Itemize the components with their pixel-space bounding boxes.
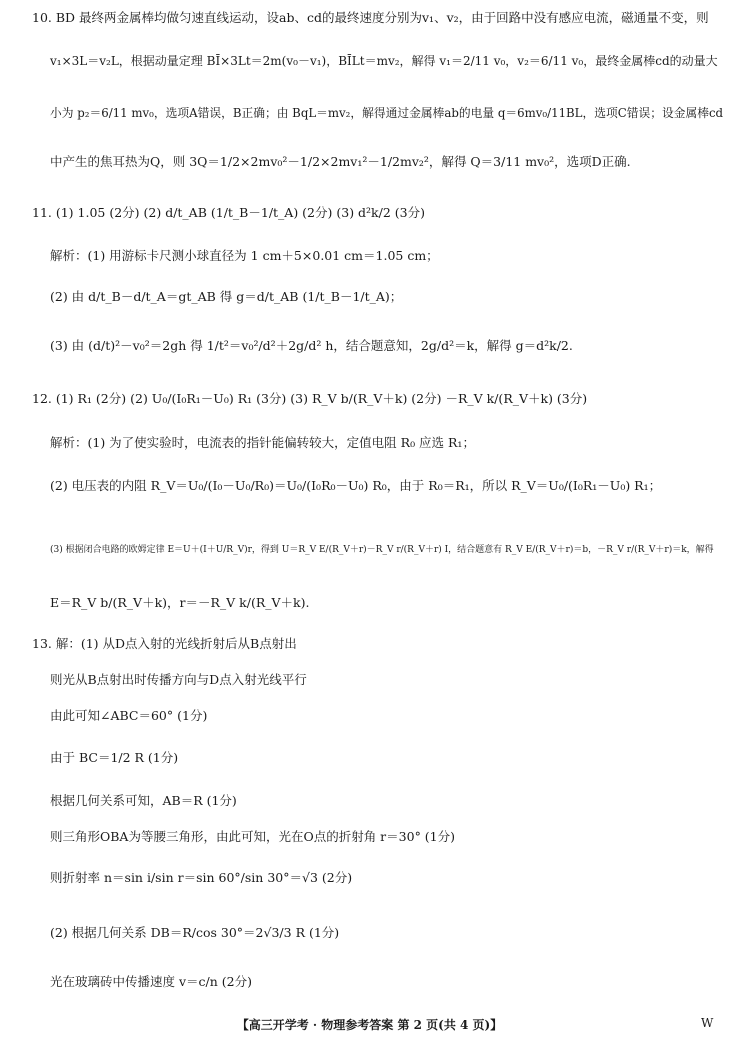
q10-line-3: 小为 p₂＝6/11 mv₀，选项A错误，B正确；由 BqL＝mv₂，解得通过金属棒ab的电量 q＝6mv₀/11BL，选项C错误；设金属棒cd	[50, 106, 724, 120]
q13-line-6: 则三角形OBA为等腰三角形，由此可知，光在O点的折射角 r＝30° (1分)	[50, 829, 455, 844]
page-footer: 【高三开学考 · 物理参考答案 第 2 页(共 4 页)】	[236, 1018, 503, 1032]
q10-line-1: 10. BD 最终两金属棒均做匀速直线运动，设ab、cd的最终速度分别为v₁、v₂，由于回路中没有感应电流，磁通量不变，则	[32, 10, 709, 25]
q13-line-9: 光在玻璃砖中传播速度 v＝c/n (2分)	[50, 974, 252, 989]
q11-line-4: (3) 由 (d/t)²－v₀²＝2gh 得 1/t²＝v₀²/d²＋2g/d² h，结合题意知，2g/d²＝k，解得 g＝d²k/2.	[50, 338, 573, 353]
q12-line-3: (2) 电压表的内阻 R_V＝U₀/(I₀－U₀/R₀)＝U₀/(I₀R₀－U₀) R₀，由于 R₀＝R₁，所以 R_V＝U₀/(I₀R₁－U₀) R₁；	[50, 478, 662, 493]
q13-line-5: 根据几何关系可知，AB＝R (1分)	[50, 793, 237, 808]
q12-line-2: 解析：(1) 为了使实验时，电流表的指针能偏转较大，定值电阻 R₀ 应选 R₁；	[50, 435, 475, 450]
q10-line-4: 中产生的焦耳热为Q，则 3Q＝1/2×2mv₀²－1/2×2mv₁²－1/2mv₂²，解得 Q＝3/11 mv₀²，选项D正确.	[50, 154, 631, 169]
q13-line-1: 13. 解：(1) 从D点入射的光线折射后从B点射出	[32, 636, 297, 651]
q11-line-3: (2) 由 d/t_B－d/t_A＝gt_AB 得 g＝d/t_AB (1/t_B－1/t_A)；	[50, 289, 403, 304]
q12-line-5: E＝R_V b/(R_V＋k)，r＝－R_V k/(R_V＋k).	[50, 595, 310, 610]
q12-line-1: 12. (1) R₁ (2分) (2) U₀/(I₀R₁－U₀) R₁ (3分) (3) R_V b/(R_V＋k) (2分) －R_V k/(R_V＋k) (3分)	[32, 391, 588, 406]
q12-line-4: (3) 根据闭合电路的欧姆定律 E＝U＋(I＋U/R_V)r，得到 U＝R_V E/(R_V＋r)－R_V r/(R_V＋r) I，结合题意有 R_V E/(R_V＋r)＝b，－R_V r/(R_V＋r)＝k，解得	[50, 545, 714, 555]
corner-mark: W	[701, 1016, 714, 1030]
q13-line-8: (2) 根据几何关系 DB＝R/cos 30°＝2√3/3 R (1分)	[50, 925, 340, 940]
q11-line-1: 11. (1) 1.05 (2分) (2) d/t_AB (1/t_B－1/t_A) (2分) (3) d²k/2 (3分)	[32, 205, 425, 220]
q13-line-4: 由于 BC＝1/2 R (1分)	[50, 750, 179, 765]
q10-line-2: v₁×3L＝v₂L，根据动量定理 BĪ×3Lt＝2m(v₀－v₁)，BĪLt＝mv₂，解得 v₁＝2/11 v₀，v₂＝6/11 v₀，最终金属棒cd的动量大	[50, 54, 718, 68]
q13-line-3: 由此可知∠ABC＝60° (1分)	[50, 708, 208, 723]
q13-line-2: 则光从B点射出时传播方向与D点入射光线平行	[50, 672, 307, 687]
q13-line-7: 则折射率 n＝sin i/sin r＝sin 60°/sin 30°＝√3 (2分)	[50, 870, 353, 885]
q11-line-2: 解析：(1) 用游标卡尺测小球直径为 1 cm＋5×0.01 cm＝1.05 cm；	[50, 248, 439, 263]
